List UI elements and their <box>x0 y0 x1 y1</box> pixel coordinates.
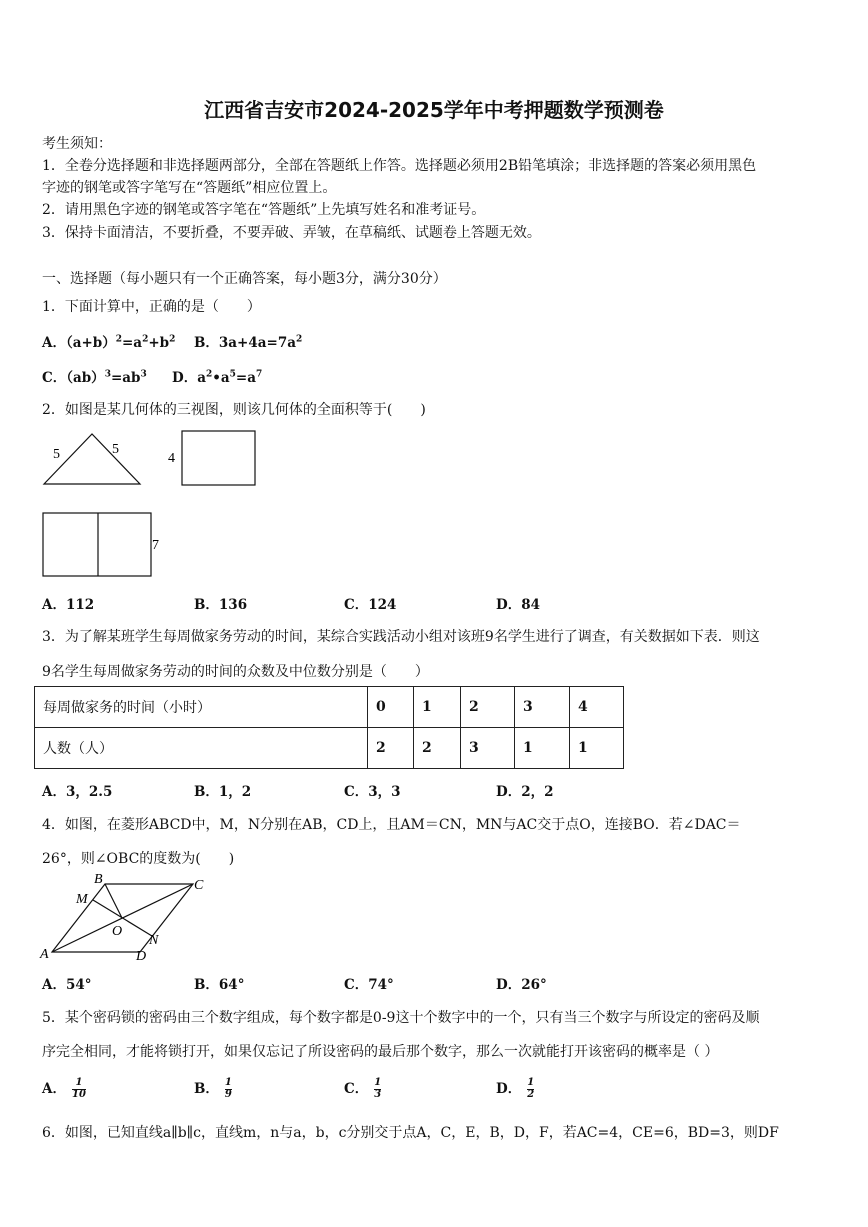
q1-option-c: C．$(ab)^3=ab^3$ <box>42 369 147 386</box>
page-title: 江西省吉安市2024-2025学年中考押题数学预测卷 <box>204 98 664 122</box>
table-cell: 3 <box>515 687 570 728</box>
fraction: $\frac{1}{3}$ <box>374 1077 382 1100</box>
label-b: B <box>94 872 103 887</box>
fraction: $\frac{1}{9}$ <box>224 1077 232 1100</box>
section-heading: 一、选择题（每小题只有一个正确答案，每小题3分，满分30分） <box>42 271 447 287</box>
fraction: $\frac{1}{10}$ <box>71 1077 86 1100</box>
notice-item: 3．保持卡面清洁，不要折叠，不要弄破、弄皱，在草稿纸、试题卷上答题无效。 <box>42 225 541 241</box>
q2-option-b: B．136 <box>194 597 248 613</box>
table-cell: 1 <box>414 687 461 728</box>
question-5-stem-line1: 5．某个密码锁的密码由三个数字组成，每个数字都是0-9这十个数字中的一个，只有当三个数字与所设定的密码及顺 <box>42 1010 760 1026</box>
segment-mn <box>93 900 152 936</box>
table-cell: 2 <box>461 687 515 728</box>
table-cell: 4 <box>570 687 624 728</box>
top-view-rectangle <box>43 513 151 576</box>
label-m: M <box>76 892 88 907</box>
q3-option-a: A．3，2.5 <box>42 784 113 800</box>
data-table <box>34 686 624 769</box>
label-n: N <box>149 933 159 948</box>
question-3-stem-line2: 9名学生每周做家务劳动的时间的众数及中位数分别是（ ） <box>42 664 429 680</box>
q1-option-a: A．$(a+b)^2=a^2+b^2$ <box>42 334 176 351</box>
q4-option-b: B．64° <box>194 977 245 993</box>
table-cell: 2 <box>414 728 461 769</box>
q3-option-d: D．2，2 <box>496 784 554 800</box>
side-view-rectangle <box>182 431 255 485</box>
q4-option-a: A．54° <box>42 977 92 993</box>
q5-option-d: D． $\frac{1}{2}$ <box>496 1077 535 1100</box>
notice-item: 2．请用黑色字迹的钢笔或答字笔在“答题纸”上先填写姓名和准考证号。 <box>42 202 486 218</box>
q5-option-b: B． $\frac{1}{9}$ <box>194 1077 232 1100</box>
question-6-stem: 6．如图，已知直线a∥b∥c，直线m，n与a，b，c分别交于点A，C，E，B，D，F，若AC=4，CE=6，BD=3，则DF <box>42 1125 779 1141</box>
table-cell: 1 <box>570 728 624 769</box>
table-cell: 3 <box>461 728 515 769</box>
three-view-figure <box>36 425 276 585</box>
q5-option-c: C． $\frac{1}{3}$ <box>344 1077 382 1100</box>
label-height: 4 <box>168 451 175 466</box>
question-4-stem-line1: 4．如图，在菱形ABCD中，M，N分别在AB，CD上，且AM＝CN，MN与AC交于点O，连接BO．若∠DAC＝ <box>42 817 741 833</box>
question-4-stem-line2: 26°，则∠OBC的度数为( ) <box>42 851 235 867</box>
label-a: A <box>40 947 49 962</box>
q2-option-c: C．124 <box>344 597 397 613</box>
q1-option-b: B．$3a+4a=7a^2$ <box>194 334 303 351</box>
q5-option-a: A． $\frac{1}{10}$ <box>42 1077 86 1100</box>
q2-option-d: D．84 <box>496 597 540 613</box>
notice-item: 字迹的钢笔或答字笔写在“答题纸”相应位置上。 <box>42 180 337 196</box>
q1-option-d: D．$a^2•a^5=a^7$ <box>172 369 263 386</box>
q2-option-a: A．112 <box>42 597 95 613</box>
question-3-stem-line1: 3．为了解某班学生每周做家务劳动的时间，某综合实践活动小组对该班9名学生进行了调查，有关数据如下表．则这 <box>42 629 760 645</box>
notice-item: 1．全卷分选择题和非选择题两部分，全部在答题纸上作答。选择题必须用2B铅笔填涂；非选择题的答案必须用黑色 <box>42 158 757 174</box>
q3-option-c: C．3，3 <box>344 784 401 800</box>
q4-option-d: D．26° <box>496 977 547 993</box>
table-row <box>35 687 624 728</box>
table-row <box>35 728 624 769</box>
label-left-side: 5 <box>53 447 60 462</box>
label-c: C <box>194 878 204 893</box>
question-1-stem: 1．下面计算中，正确的是（ ） <box>42 299 261 315</box>
rhombus-figure <box>36 868 226 968</box>
question-2-stem: 2．如图是某几何体的三视图，则该几何体的全面积等于( ) <box>42 402 426 418</box>
q3-option-b: B．1，2 <box>194 784 252 800</box>
label-depth: 7 <box>152 538 159 553</box>
question-5-stem-line2: 序完全相同，才能将锁打开，如果仅忘记了所设密码的最后那个数字，那么一次就能打开该密码的概率是（ ） <box>42 1044 719 1060</box>
label-d: D <box>136 949 147 964</box>
q4-option-c: C．74° <box>344 977 394 993</box>
table-cell: 2 <box>368 728 414 769</box>
table-cell: 0 <box>368 687 414 728</box>
label-right-side: 5 <box>112 442 119 457</box>
table-cell: 每周做家务的时间（小时） <box>35 687 368 728</box>
table-cell: 人数（人） <box>35 728 368 769</box>
label-o: O <box>112 924 123 939</box>
notice-heading: 考生须知： <box>42 136 112 152</box>
table-cell: 1 <box>515 728 570 769</box>
fraction: $\frac{1}{2}$ <box>527 1077 535 1100</box>
